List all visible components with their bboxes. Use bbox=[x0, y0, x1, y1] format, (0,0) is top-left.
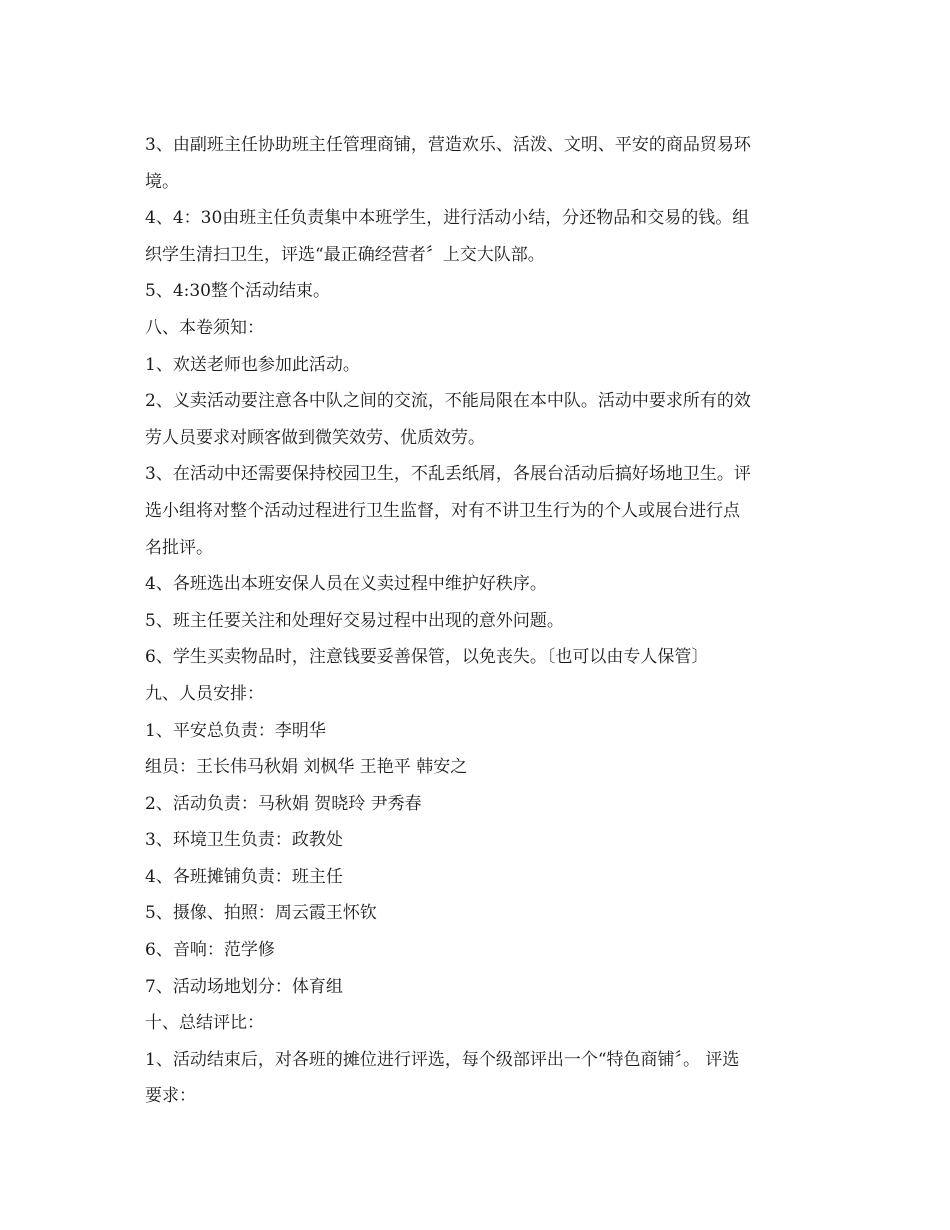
text-line: 3、由副班主任协助班主任管理商铺，营造欢乐、活泼、文明、平安的商品贸易环 bbox=[145, 135, 751, 155]
text-line: 织学生清扫卫生，评选“最正确经营者〞上交大队部。 bbox=[145, 244, 545, 265]
text-line: 7、活动场地划分：体育组 bbox=[145, 976, 343, 997]
text-line: 4、4：30由班主任负责集中本班学生，进行活动小结，分还物品和交易的钱。组 bbox=[145, 208, 750, 229]
text-line: 境。 bbox=[145, 171, 179, 192]
text-line: 3、在活动中还需要保持校园卫生，不乱丢纸屑，各展台活动后搞好场地卫生。评 bbox=[145, 464, 751, 485]
text-line: 5、4:30整个活动结束。 bbox=[145, 281, 330, 302]
text-line: 5、摄像、拍照：周云霞王怀钦 bbox=[145, 903, 377, 924]
text-line: 要求： bbox=[145, 1086, 196, 1107]
text-line: 1、活动结束后，对各班的摊位进行评选，每个级部评出一个“特色商铺〞。 评选 bbox=[145, 1049, 740, 1070]
document-body bbox=[145, 127, 815, 1115]
section-heading: 十、总结评比： bbox=[145, 1013, 264, 1034]
text-line: 4、各班摊铺负责：班主任 bbox=[145, 866, 343, 887]
text-line: 6、学生买卖物品时，注意钱要妥善保管，以免丧失。〔也可以由专人保管〕 bbox=[145, 647, 709, 668]
section-heading: 九、人员安排： bbox=[145, 683, 264, 704]
text-line: 3、环境卫生负责：政教处 bbox=[145, 830, 343, 851]
section-heading: 八、本卷须知： bbox=[145, 317, 264, 338]
text-line: 劳人员要求对顾客做到微笑效劳、优质效劳。 bbox=[145, 427, 485, 448]
text-line: 6、音响：范学修 bbox=[145, 940, 275, 961]
text-line: 选小组将对整个活动过程进行卫生监督，对有不讲卫生行为的个人或展台进行点 bbox=[145, 500, 740, 521]
text-line: 名批评。 bbox=[145, 537, 213, 558]
text-line: 4、各班选出本班安保人员在义卖过程中维护好秩序。 bbox=[145, 574, 547, 595]
text-line: 2、义卖活动要注意各中队之间的交流，不能局限在本中队。活动中要求所有的效 bbox=[145, 391, 751, 412]
text-line: 2、活动负责：马秋娟 贺晓玲 尹秀春 bbox=[145, 793, 422, 814]
text-line: 1、平安总负责：李明华 bbox=[145, 720, 326, 741]
text-line: 5、班主任要关注和处理好交易过程中出现的意外问题。 bbox=[145, 610, 564, 631]
text-line: 1、欢送老师也参加此活动。 bbox=[145, 354, 360, 375]
text-line: 组员：王长伟马秋娟 刘枫华 王艳平 韩安之 bbox=[145, 757, 468, 778]
